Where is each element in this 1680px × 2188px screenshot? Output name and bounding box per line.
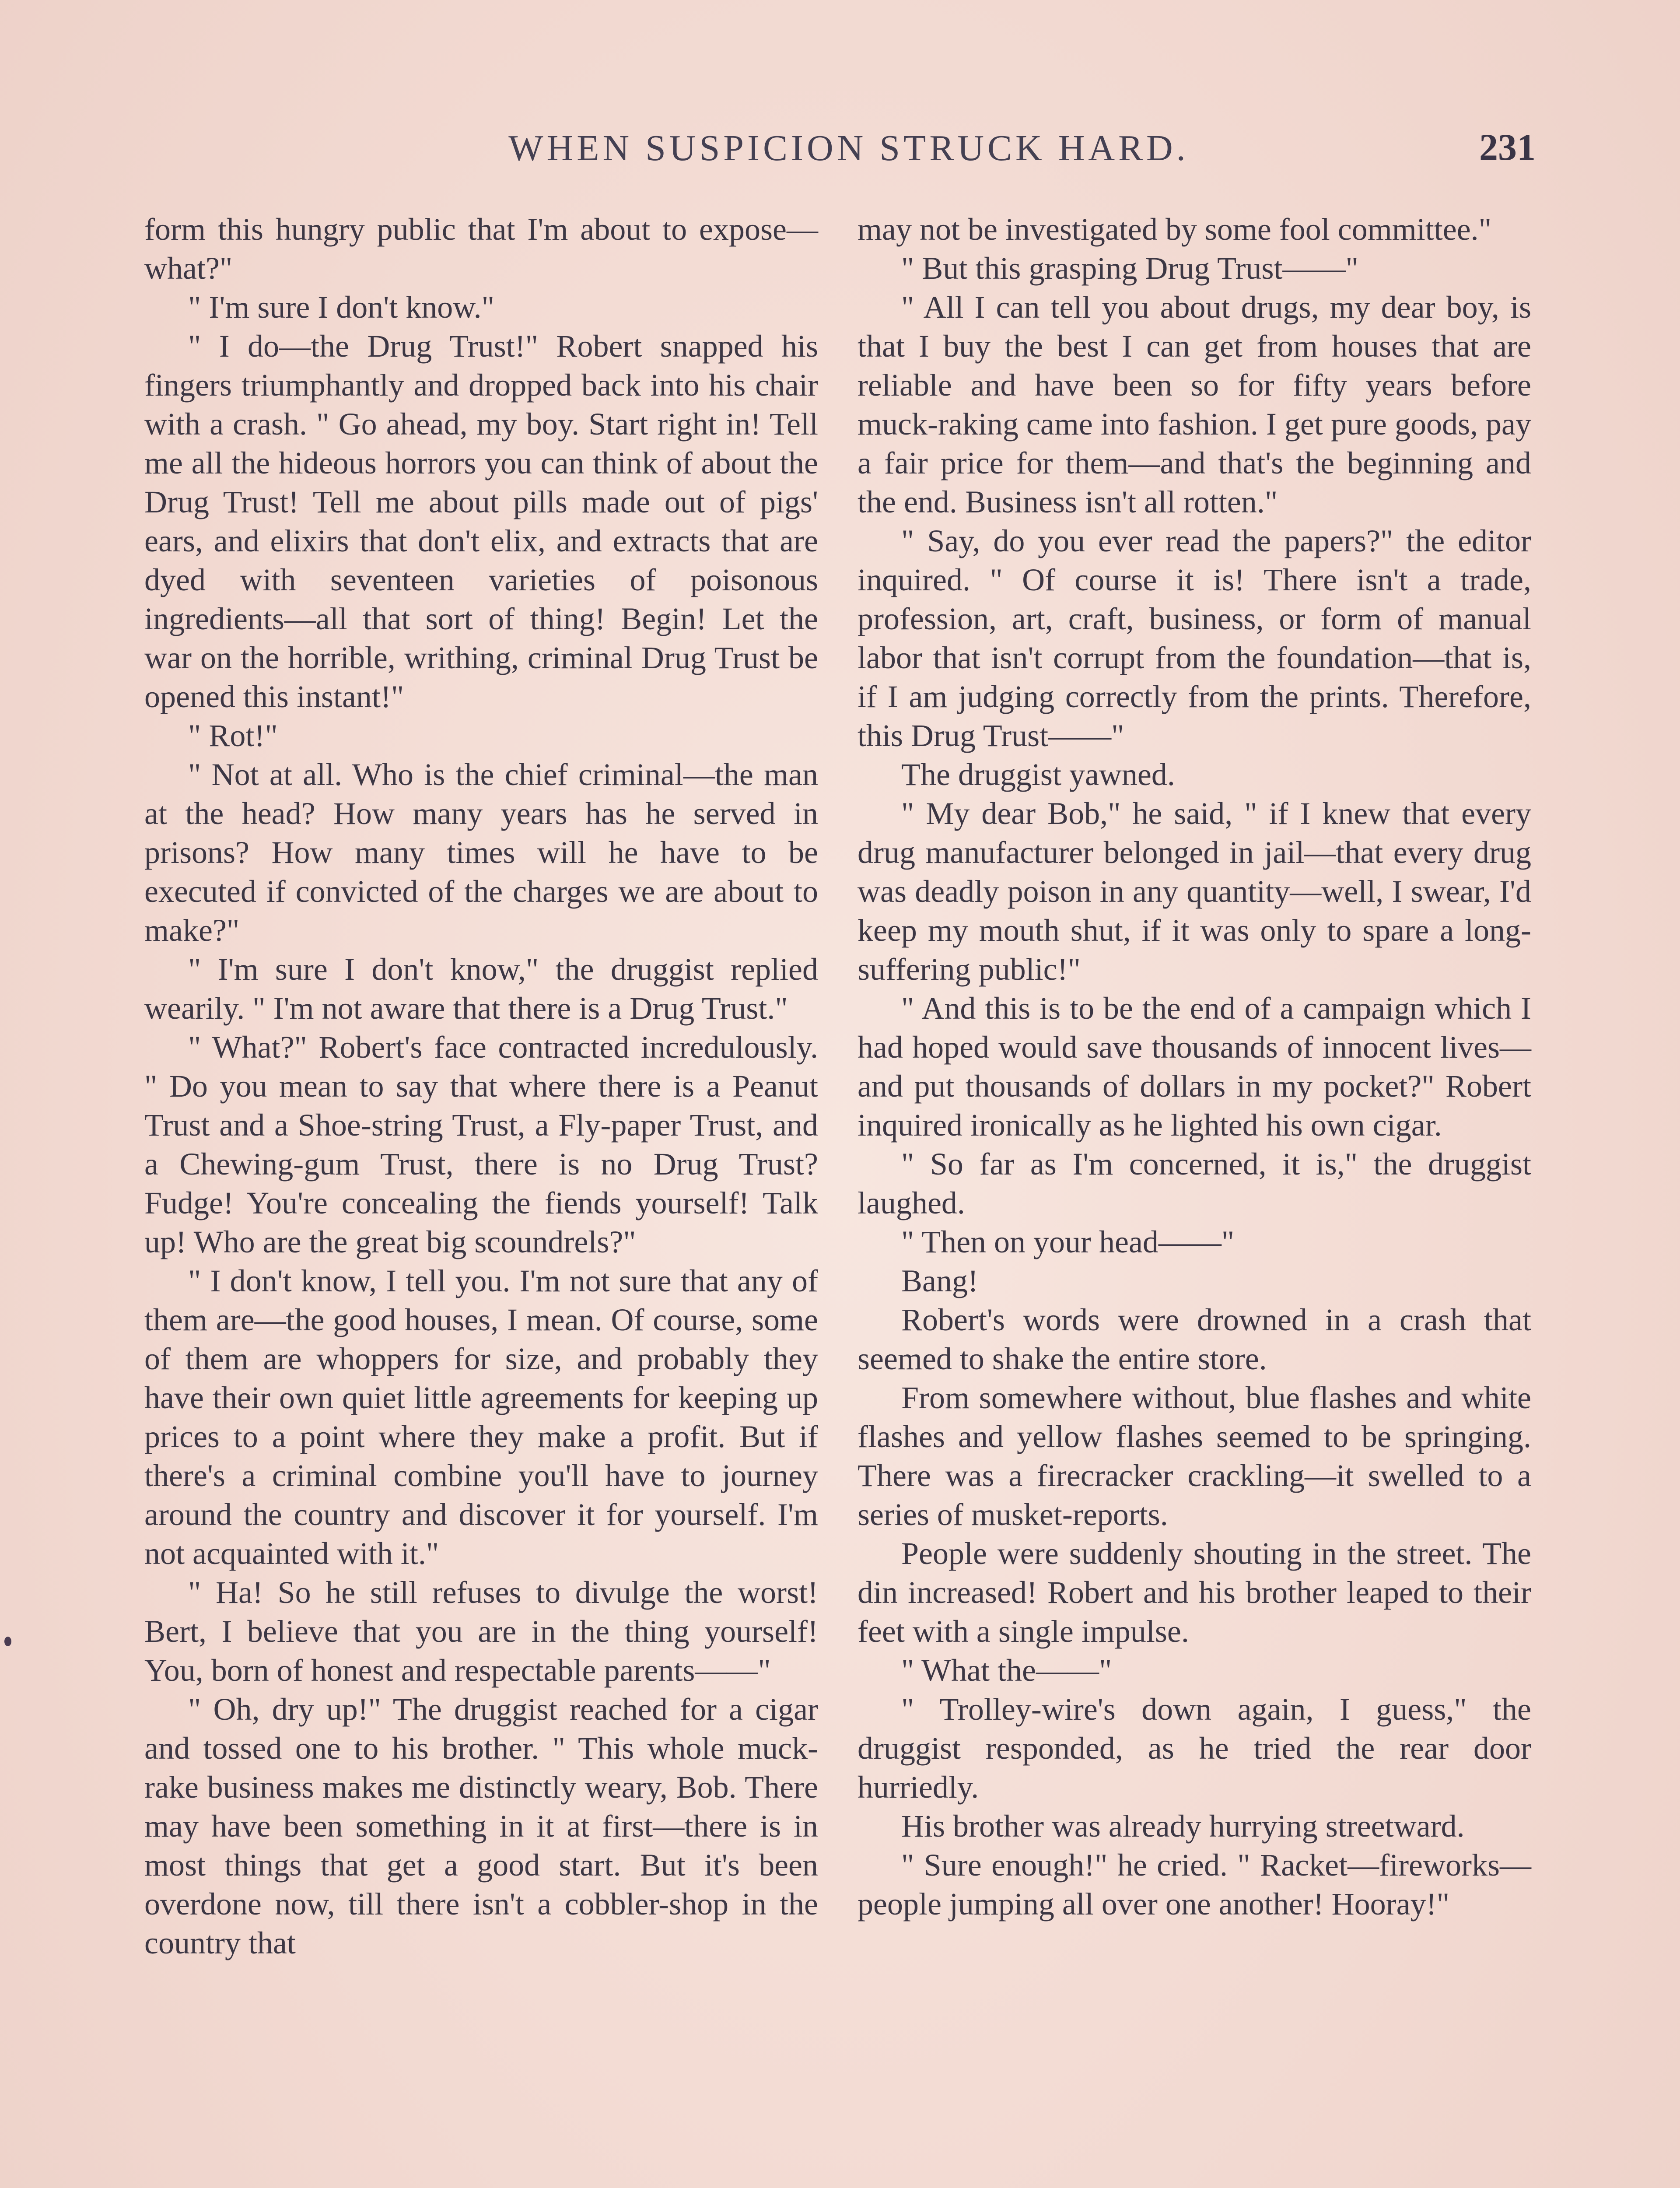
- paragraph: " What?" Robert's face contracted incredulously. " Do you mean to say that where there is a Peanut Trust and a Shoe-string Trust, a Fly-paper Trust, and a Chewing-gum Trust, there is no Drug Trust? Fudge! You're concealing the fiends yourself! Talk up! Who are the great big scoundrels?": [144, 1030, 818, 1259]
- paragraph: People were suddenly shouting in the street. The din increased! Robert and his brother leaped to their feet with a single impulse.: [858, 1536, 1531, 1649]
- running-title: WHEN SUSPICION STRUCK HARD.: [508, 128, 1189, 168]
- page-number: 231: [1479, 126, 1536, 168]
- paragraph: " What the——": [901, 1653, 1112, 1688]
- running-head: [0, 127, 1680, 179]
- paragraph: His brother was already hurrying streetward.: [901, 1809, 1465, 1844]
- paragraph: " Say, do you ever read the papers?" the editor inquired. " Of course it is! There isn't a trade, profession, art, craft, business, or form of manual labor that isn't corrupt from the foundation—that is, if I am judging correctly from the prints. Therefore, this Drug Trust——": [858, 523, 1531, 753]
- paragraph: From somewhere without, blue flashes and white flashes and yellow flashes seemed to be springing. There was a firecracker crackling—it swelled to a series of musket-reports.: [858, 1380, 1531, 1532]
- paragraph: The druggist yawned.: [901, 757, 1175, 792]
- paragraph: " Sure enough!" he cried. " Racket—fireworks—people jumping all over one another! Hooray!": [858, 1848, 1531, 1922]
- paragraph: " All I can tell you about drugs, my dear boy, is that I buy the best I can get from houses that are reliable and have been so for fifty years before muck-raking came into fashion. I get pure goods, pay a fair price for them—and that's the beginning and the end. Business isn't all rotten.": [858, 290, 1531, 519]
- paragraph: " Oh, dry up!" The druggist reached for a cigar and tossed one to his brother. " This whole muck-rake business makes me distinctly weary, Bob. There may have been something in it at first—there is in most things that get a good start. But it's been overdone now, till there isn't a cobbler-shop in the country that: [144, 1692, 818, 1960]
- paragraph: " I'm sure I don't know.": [188, 290, 494, 325]
- left-column: [144, 210, 818, 1963]
- right-column: [858, 210, 1531, 1924]
- paragraph: " I'm sure I don't know," the druggist replied wearily. " I'm not aware that there is a Drug Trust.": [144, 952, 818, 1026]
- ink-speck: [4, 1637, 11, 1646]
- paragraph: form this hungry public that I'm about to expose—what?": [144, 212, 818, 286]
- paragraph: " I don't know, I tell you. I'm not sure that any of them are—the good houses, I mean. Of course, some of them are whoppers for size, and probably they have their own quiet little agreements for keeping up prices to a point where they make a profit. But if there's a criminal combine you'll have to journey around the country and discover it for yourself. I'm not acquainted with it.": [144, 1263, 818, 1571]
- paragraph: " Ha! So he still refuses to divulge the worst! Bert, I believe that you are in the thing yourself! You, born of honest and respectable parents——": [144, 1575, 818, 1688]
- paragraph: " Rot!": [188, 718, 278, 753]
- paragraph: " And this is to be the end of a campaign which I had hoped would save thousands of innocent lives—and put thousands of dollars in my pocket?" Robert inquired ironically as he lighted his own cigar.: [858, 991, 1531, 1143]
- paragraph: " I do—the Drug Trust!" Robert snapped his fingers triumphantly and dropped back into his chair with a crash. " Go ahead, my boy. Start right in! Tell me all the hideous horrors you can think of about the Drug Trust! Tell me about pills made out of pigs' ears, and elixirs that don't elix, and extracts that are dyed with seventeen varieties of poisonous ingredients—all that sort of thing! Begin! Let the war on the horrible, writhing, criminal Drug Trust be opened this instant!": [144, 329, 818, 714]
- paragraph: " So far as I'm concerned, it is," the druggist laughed.: [858, 1147, 1531, 1220]
- paragraph: " Then on your head——": [901, 1224, 1235, 1259]
- paragraph: Bang!: [901, 1263, 978, 1298]
- paragraph: " My dear Bob," he said, " if I knew that every drug manufacturer belonged in jail—that every drug was deadly poison in any quantity—well, I swear, I'd keep my mouth shut, if it was only to spare a long-suffering public!": [858, 796, 1531, 987]
- paragraph: Robert's words were drowned in a crash that seemed to shake the entire store.: [858, 1302, 1531, 1376]
- paragraph: " Trolley-wire's down again, I guess," the druggist responded, as he tried the rear door hurriedly.: [858, 1692, 1531, 1805]
- paragraph: " But this grasping Drug Trust——": [901, 251, 1358, 286]
- paragraph: may not be investigated by some fool committee.": [858, 212, 1492, 247]
- paragraph: " Not at all. Who is the chief criminal—the man at the head? How many years has he served in prisons? How many times will he have to be executed if convicted of the charges we are about to make?": [144, 757, 818, 948]
